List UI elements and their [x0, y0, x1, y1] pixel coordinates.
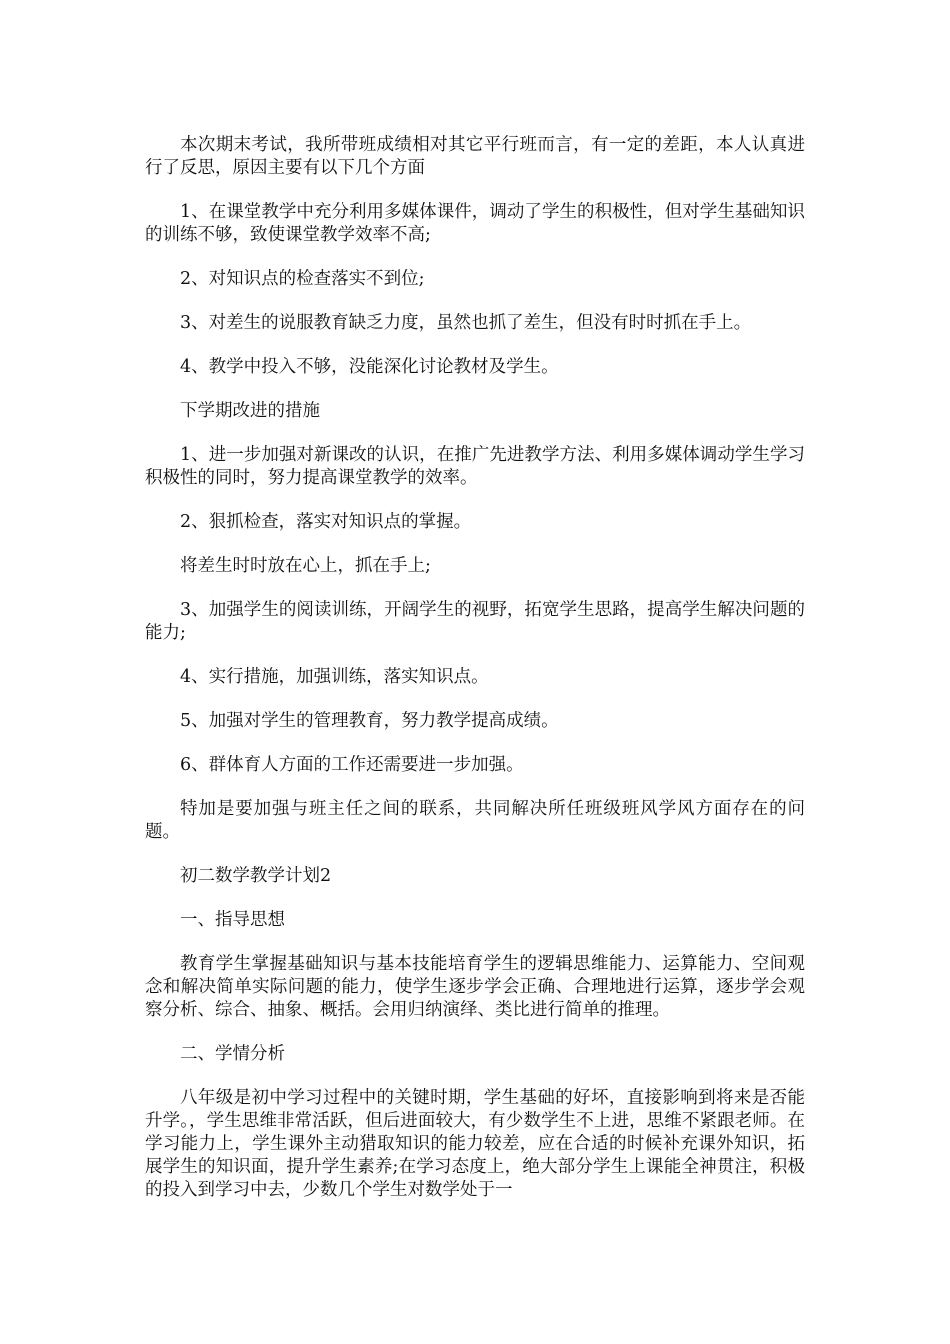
paragraph-measure-special: 特加是要加强与班主任之间的联系，共同解决所任班级班风学风方面存在的问题。: [145, 799, 805, 842]
paragraph-reason-4: 4、教学中投入不够，没能深化讨论教材及学生。: [180, 357, 559, 377]
section-heading-guiding-ideology: 一、指导思想: [180, 910, 285, 930]
paragraph-measure-2: 2、狠抓检查，落实对知识点的掌握。: [180, 512, 472, 532]
paragraph-student-analysis: 八年级是初中学习过程中的关键时期，学生基础的好坏，直接影响到将来是否能升学。，学生思维非常活跃，但后进面较大，有少数学生不上进，思维不紧跟老师。在学习能力上，学生课外主动猎取知识的能力较差，应在合适的时候补充课外知识，拓展学生的知识面，提升学生素养;在学习态度上，绝大部分学生上课能全神贯注，积极的投入到学习中去，少数几个学生对数学处于一: [145, 1088, 805, 1200]
section-heading-student-analysis: 二、学情分析: [180, 1044, 285, 1064]
paragraph-measure-3: 3、加强学生的阅读训练，开阔学生的视野，拓宽学生思路，提高学生解决问题的能力;: [145, 600, 805, 643]
paragraph-reason-3: 3、对差生的说服教育缺乏力度，虽然也抓了差生，但没有时时抓在手上。: [180, 313, 752, 333]
paragraph-measure-5: 5、加强对学生的管理教育，努力教学提高成绩。: [180, 711, 559, 731]
document-page: [145, 134, 805, 1202]
paragraph-reason-2: 2、对知识点的检查落实不到位;: [180, 269, 425, 289]
paragraph-guiding-ideology: 教育学生掌握基础知识与基本技能培育学生的逻辑思维能力、运算能力、空间观念和解决简单实际问题的能力，使学生逐步学会正确、合理地进行运算，逐步学会观察分析、综合、抽象、概括。会用归纳演绎、类比进行简单的推理。: [145, 954, 805, 1020]
paragraph-measure-2-note: 将差生时时放在心上，抓在手上;: [180, 556, 431, 576]
paragraph-exam-reflection-intro: 本次期末考试，我所带班成绩相对其它平行班而言，有一定的差距，本人认真进行了反思，原因主要有以下几个方面: [145, 135, 805, 178]
paragraph-measure-4: 4、实行措施，加强训练，落实知识点。: [180, 667, 489, 687]
paragraph-reason-1: 1、在课堂教学中充分利用多媒体课件，调动了学生的积极性，但对学生基础知识的训练不够，致使课堂教学效率不高;: [145, 202, 805, 245]
paragraph-measure-6: 6、群体育人方面的工作还需要进一步加强。: [180, 755, 524, 775]
section-heading-improvement-measures: 下学期改进的措施: [180, 401, 320, 421]
section-title-teaching-plan-2: 初二数学教学计划2: [180, 866, 332, 886]
paragraph-measure-1: 1、进一步加强对新课改的认识，在推广先进教学方法、利用多媒体调动学生学习积极性的同时，努力提高课堂教学的效率。: [145, 445, 805, 488]
